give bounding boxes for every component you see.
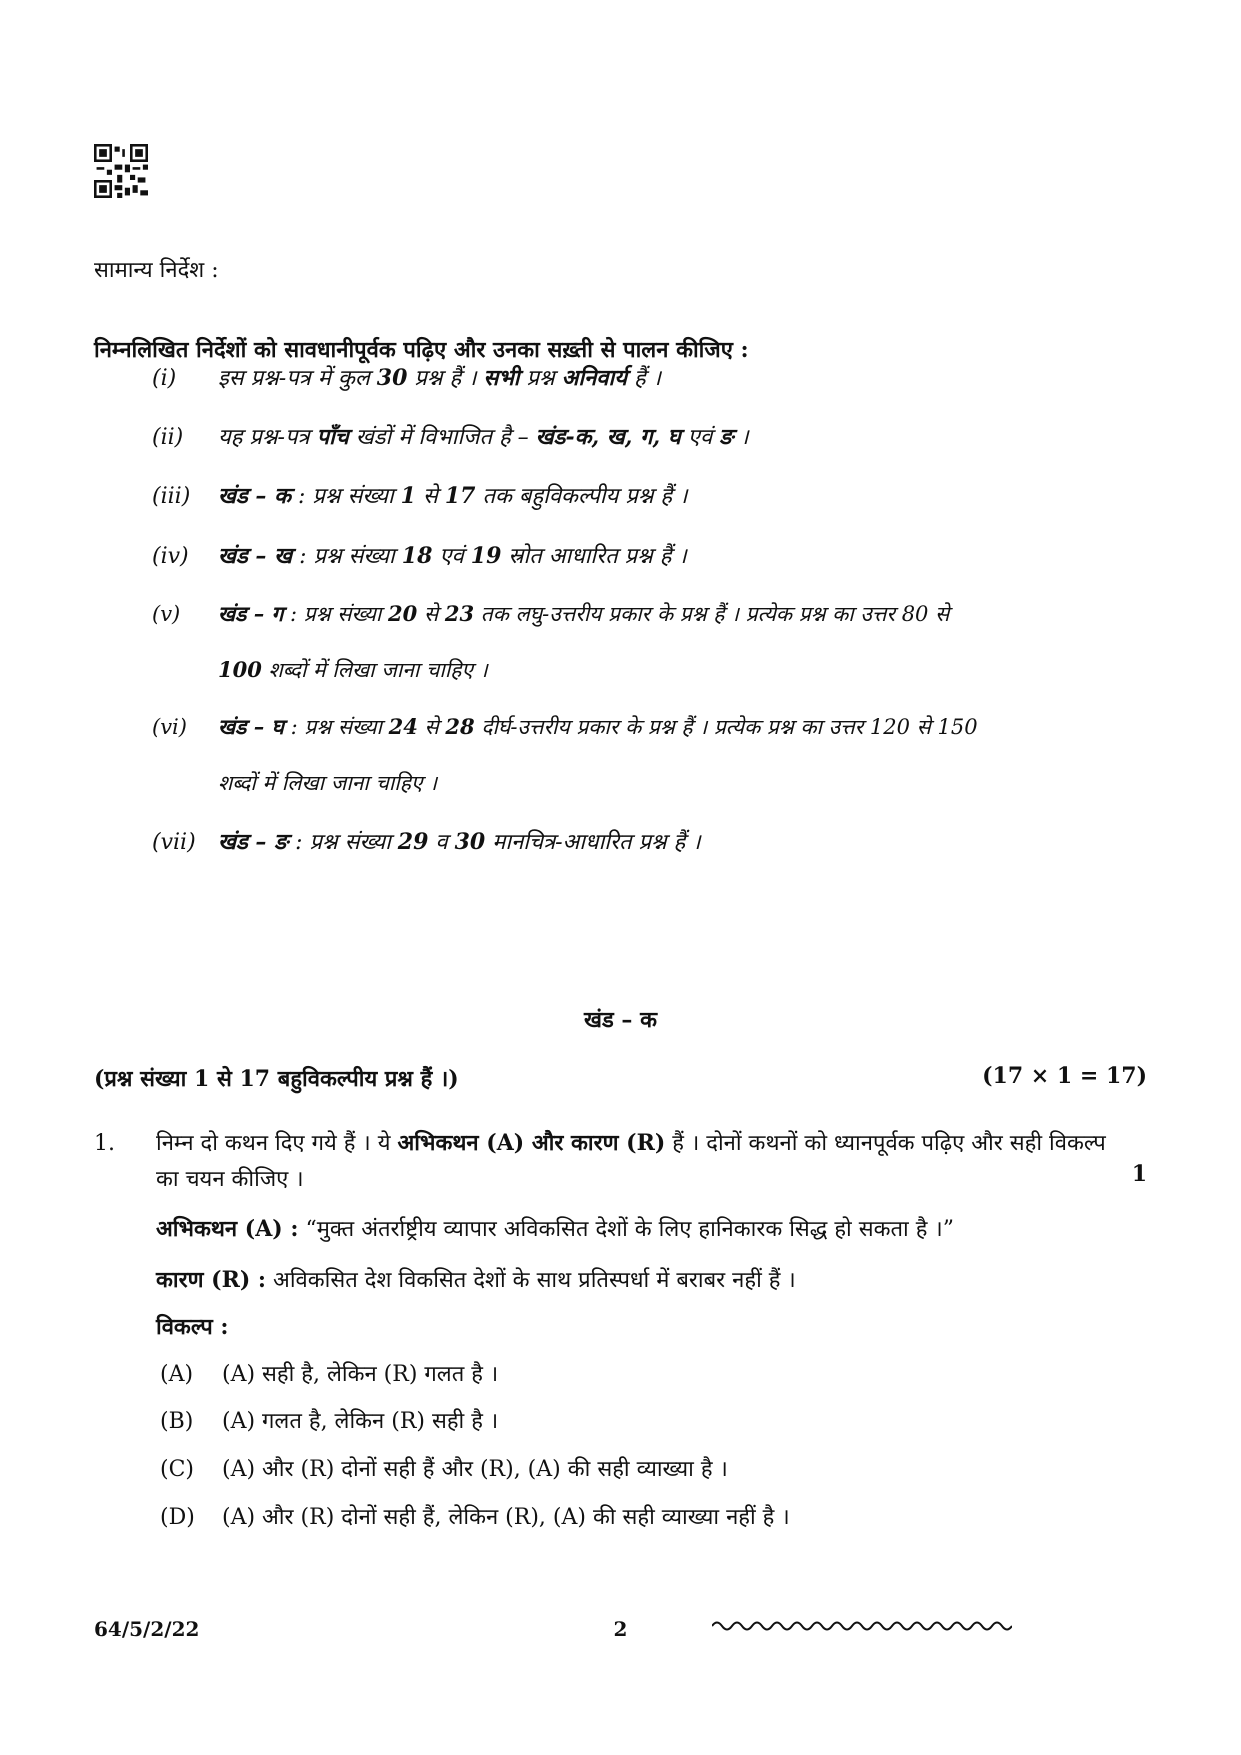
instruction-number: (iv): [152, 544, 189, 569]
instruction-item: (vi) खंड – घ : प्रश्न संख्या 24 से 28 दीर्घ-उत्तरीय प्रकार के प्रश्न हैं । प्रत्येक प्रश्न का उत्तर 120 से 150 शब्दों में लिखा जाना चाहिए ।: [152, 714, 978, 795]
option-label: (D): [160, 1505, 195, 1530]
general-instructions-intro: निम्नलिखित निर्देशों को सावधानीपूर्वक पढ़िए और उनका सख़्ती से पालन कीजिए :: [94, 337, 749, 363]
qr-code-icon: [94, 144, 148, 198]
wavy-line-decoration: [712, 1618, 1012, 1634]
option-text: (A) और (R) दोनों सही हैं, लेकिन (R), (A) की सही व्याख्या नहीं है ।: [222, 1505, 790, 1530]
instruction-item: (iii) खंड – क : प्रश्न संख्या 1 से 17 तक बहुविकल्पीय प्रश्न हैं ।: [152, 483, 688, 509]
option-label: (C): [160, 1457, 194, 1482]
section-subheading: (प्रश्न संख्या 1 से 17 बहुविकल्पीय प्रश्न हैं ।): [94, 1066, 459, 1092]
question-marks: 1: [1131, 1161, 1147, 1187]
instruction-number: (ii): [152, 425, 184, 450]
section-heading: खंड – क: [584, 1007, 657, 1033]
instruction-item: (i) इस प्रश्न-पत्र में कुल 30 प्रश्न हैं । सभी प्रश्न अनिवार्य हैं ।: [152, 365, 661, 391]
option-item: [160, 1453, 728, 1483]
option-text: (A) गलत है, लेकिन (R) सही है ।: [222, 1409, 499, 1434]
instruction-item: (vii) खंड – ङ : प्रश्न संख्या 29 व 30 मानचित्र-आधारित प्रश्न हैं ।: [152, 829, 701, 855]
option-label: (A): [160, 1362, 194, 1387]
instruction-number: (v): [152, 602, 181, 626]
instruction-number: (iii): [152, 484, 191, 509]
options-label: विकल्प :: [156, 1314, 229, 1340]
reason-line: [156, 1264, 796, 1294]
general-instructions-title: सामान्य निर्देश :: [94, 258, 219, 283]
option-label: (B): [160, 1409, 194, 1434]
page-number: 2: [613, 1617, 628, 1641]
reason-text: अविकसित देश विकसित देशों के साथ प्रतिस्पर्धा में बराबर नहीं हैं ।: [266, 1268, 796, 1293]
question-text: निम्न दो कथन दिए गये हैं । ये अभिकथन (A) और कारण (R) हैं । दोनों कथनों को ध्यानपूर्वक पढ़िए और सही विकल्प का चयन कीजिए ।: [156, 1130, 1106, 1192]
instruction-number: (i): [152, 366, 177, 391]
assertion-line: [156, 1213, 954, 1243]
instruction-number: (vi): [152, 715, 187, 739]
option-item: [160, 1501, 790, 1531]
reason-label: कारण (R) :: [156, 1267, 267, 1293]
option-item: [160, 1405, 498, 1435]
question-number: 1.: [94, 1131, 115, 1156]
instruction-item: (iv) खंड – ख : प्रश्न संख्या 18 एवं 19 स्रोत आधारित प्रश्न हैं ।: [152, 543, 687, 569]
option-item: [160, 1358, 498, 1388]
option-text: (A) सही है, लेकिन (R) गलत है ।: [222, 1362, 499, 1387]
assertion-text: “मुक्त अंतर्राष्ट्रीय व्यापार अविकसित देशों के लिए हानिकारक सिद्ध हो सकता है ।”: [298, 1217, 954, 1242]
assertion-label: अभिकथन (A) :: [156, 1216, 299, 1242]
paper-code: 64/5/2/22: [94, 1617, 200, 1641]
instruction-item: (v) खंड – ग : प्रश्न संख्या 20 से 23 तक लघु-उत्तरीय प्रकार के प्रश्न हैं । प्रत्येक प्रश्न का उत्तर 80 से 100 शब्दों में लिखा जाना चाहिए ।: [152, 601, 950, 682]
instruction-item: (ii) यह प्रश्न-पत्र पाँच खंडों में विभाजित है – खंड-क, ख, ग, घ एवं ङ ।: [152, 424, 749, 450]
instruction-number: (vii): [152, 830, 196, 855]
option-text: (A) और (R) दोनों सही हैं और (R), (A) की सही व्याख्या है ।: [222, 1457, 728, 1482]
section-marks: (17 × 1 = 17): [982, 1063, 1147, 1089]
